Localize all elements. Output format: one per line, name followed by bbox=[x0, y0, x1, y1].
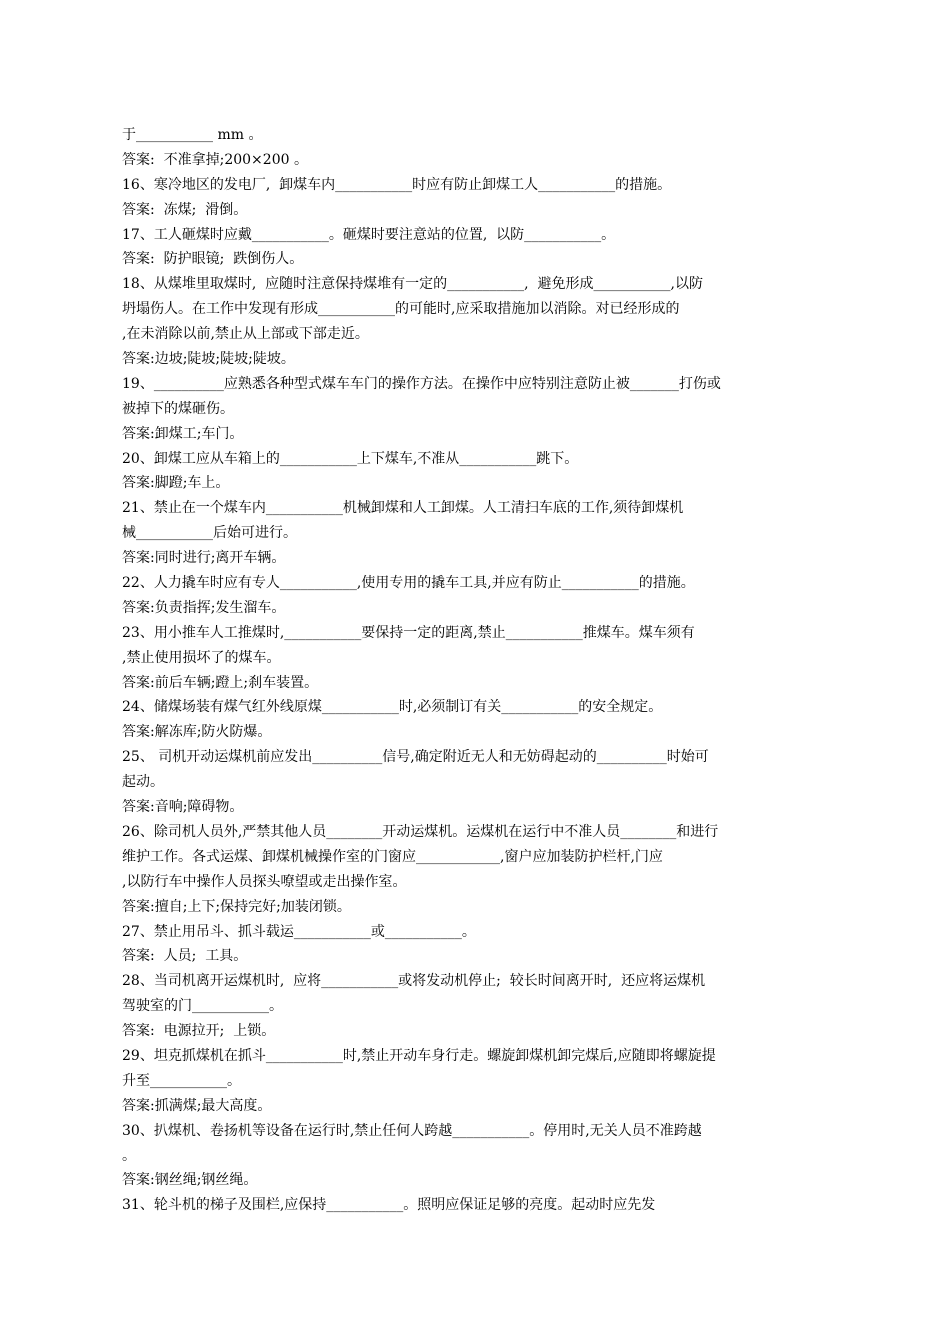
answer-line: 答案:抓满煤;最大高度。 bbox=[122, 1097, 272, 1114]
question-line: 升至___________。 bbox=[122, 1072, 241, 1089]
question-line: 械___________后始可进行。 bbox=[122, 525, 297, 542]
question-line: ,以防行车中操作人员探头嘹望或走出操作室。 bbox=[122, 873, 407, 890]
question-line: 坍塌伤人。在工作中发现有形成___________的可能时,应采取措施加以消除。对已经形成的 bbox=[122, 301, 680, 318]
question-line: 30、扒煤机、卷扬机等设备在运行时,禁止任何人跨越___________。停用时,无关人员不准跨越 bbox=[122, 1122, 702, 1139]
question-line: ,禁止使用损坏了的煤车。 bbox=[122, 649, 281, 666]
question-line: 28、当司机离开运煤机时, 应将___________或将发动机停止; 较长时间离开时, 还应将运煤机 bbox=[122, 973, 706, 990]
question-line: 19、__________应熟悉各种型式煤车车门的操作方法。在操作中应特别注意防止被_______打伤或 bbox=[122, 375, 721, 392]
answer-line: 答案:前后车辆;蹬上;刹车装置。 bbox=[122, 674, 319, 691]
answer-line: 答案:解冻库;防火防爆。 bbox=[122, 724, 272, 741]
answer-line: 答案:负责指挥;发生溜车。 bbox=[122, 599, 286, 616]
answer-line: 答案:同时进行;离开车辆。 bbox=[122, 550, 286, 567]
question-line: 16、寒冷地区的发电厂, 卸煤车内___________时应有防止卸煤工人___________的措施。 bbox=[122, 176, 672, 193]
question-line: 22、人力撬车时应有专人___________,使用专用的撬车工具,并应有防止___________的措施。 bbox=[122, 575, 695, 592]
question-line: 31、轮斗机的梯子及围栏,应保持___________。照明应保证足够的亮度。起动时应先发 bbox=[122, 1197, 656, 1214]
document-page bbox=[122, 123, 834, 1218]
answer-line: 答案: 人员; 工具。 bbox=[122, 948, 248, 965]
question-line: 27、禁止用吊斗、抓斗载运___________或___________。 bbox=[122, 923, 476, 940]
question-line: 被掉下的煤砸伤。 bbox=[122, 400, 234, 417]
question-line: 。 bbox=[122, 1147, 136, 1164]
question-line: 20、卸煤工应从车箱上的___________上下煤车,不准从___________跳下。 bbox=[122, 450, 579, 467]
answer-line: 答案: 冻煤; 滑倒。 bbox=[122, 201, 248, 218]
answer-line: 答案:音响;障碍物。 bbox=[122, 799, 244, 816]
question-line: 维护工作。各式运煤、卸煤机械操作室的门窗应____________,窗户应加装防护栏杆,门应 bbox=[122, 848, 663, 865]
answer-line: 答案:钢丝绳;钢丝绳。 bbox=[122, 1172, 258, 1189]
answer-line: 答案: 防护眼镜; 跌倒伤人。 bbox=[122, 251, 304, 268]
question-line: 17、工人砸煤时应戴___________。砸煤时要注意站的位置, 以防___________。 bbox=[122, 226, 616, 243]
question-line: ,在未消除以前,禁止从上部或下部走近。 bbox=[122, 326, 369, 343]
answer-line: 答案: 电源拉开; 上锁。 bbox=[122, 1023, 276, 1040]
question-line: 29、坦克抓煤机在抓斗___________时,禁止开动车身行走。螺旋卸煤机卸完煤后,应随即将螺旋提 bbox=[122, 1047, 716, 1064]
question-line: 21、禁止在一个煤车内___________机械卸煤和人工卸煤。人工清扫车底的工作,须待卸煤机 bbox=[122, 500, 684, 517]
answer-line: 答案:脚蹬;车上。 bbox=[122, 475, 230, 492]
answer-line: 答案:卸煤工;车门。 bbox=[122, 425, 244, 442]
question-line: 25、 司机开动运煤机前应发出__________信号,确定附近无人和无妨碍起动的__________时始可 bbox=[122, 749, 709, 766]
answer-line: 答案:边坡;陡坡;陡坡;陡坡。 bbox=[122, 351, 295, 368]
answer-line: 答案: 不准拿掉;200×200 。 bbox=[122, 151, 308, 168]
text-line: 于___________ mm 。 bbox=[122, 127, 263, 143]
question-line: 起动。 bbox=[122, 774, 164, 791]
question-line: 26、除司机人员外,严禁其他人员________开动运煤机。运煤机在运行中不准人员________和进行 bbox=[122, 823, 719, 840]
question-line: 23、用小推车人工推煤时,___________要保持一定的距离,禁止___________推煤车。煤车须有 bbox=[122, 624, 695, 641]
question-line: 24、储煤场装有煤气红外线原煤___________时,必须制订有关___________的安全规定。 bbox=[122, 699, 663, 716]
question-line: 18、从煤堆里取煤时, 应随时注意保持煤堆有一定的___________, 避免形成___________,以防 bbox=[122, 276, 703, 293]
answer-line: 答案:擅自;上下;保持完好;加装闭锁。 bbox=[122, 898, 351, 915]
question-line: 驾驶室的门___________。 bbox=[122, 998, 283, 1015]
